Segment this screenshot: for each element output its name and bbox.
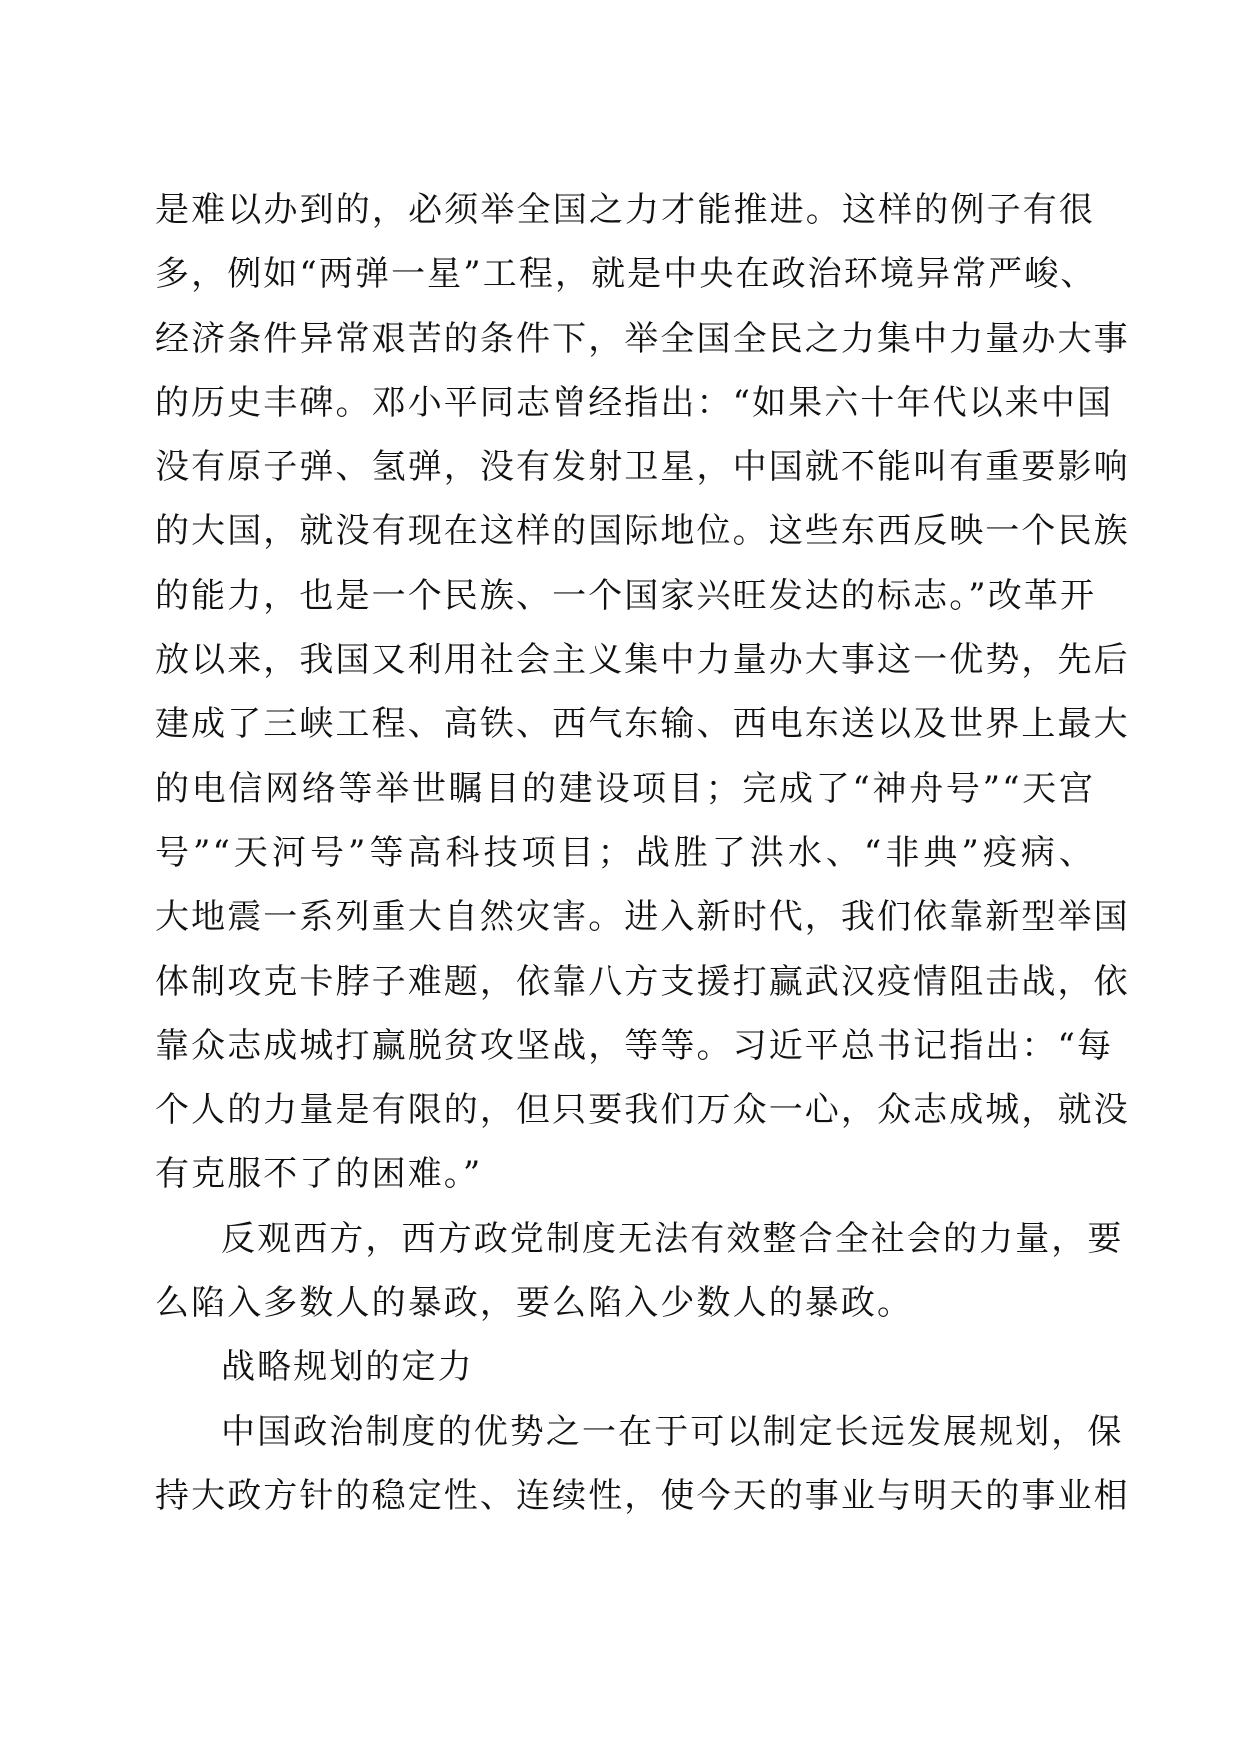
text-line: 建成了三峡工程、高铁、西气东输、西电东送以及世界上最大 <box>155 704 1130 745</box>
text-line: 的电信网络等举世瞩目的建设项目；完成了“神舟号”“天宫 <box>155 768 1095 809</box>
text-line: 么陷入多数人的暴政，要么陷入少数人的暴政。 <box>155 1283 914 1324</box>
text-line: 反观西方，西方政党制度无法有效整合全社会的力量，要 <box>221 1218 1124 1259</box>
text-line: 的历史丰碑。邓小平同志曾经指出：“如果六十年代以来中国 <box>155 382 1114 423</box>
text-line: 经济条件异常艰苦的条件下，举全国全民之力集中力量办大事 <box>155 318 1130 359</box>
text-line: 个人的力量是有限的，但只要我们万众一心，众志成城，就没 <box>155 1090 1130 1131</box>
text-line: 号”“天河号”等高科技项目；战胜了洪水、“非典”疫病、 <box>155 832 1095 873</box>
text-line: 是难以办到的，必须举全国之力才能推进。这样的例子有很 <box>155 190 1095 230</box>
text-line: 战略规划的定力 <box>221 1347 474 1388</box>
text-line: 持大政方针的稳定性、连续性，使今天的事业与明天的事业相 <box>155 1475 1130 1516</box>
text-line: 中国政治制度的优势之一在于可以制定长远发展规划，保 <box>221 1411 1124 1452</box>
text-line: 多，例如“两弹一星”工程，就是中央在政治环境异常严峻、 <box>155 254 1097 295</box>
body-text <box>155 178 1130 1528</box>
text-line: 体制攻克卡脖子难题，依靠八方支援打赢武汉疫情阻击战，依 <box>155 961 1130 1002</box>
text-line: 没有原子弹、氢弹，没有发射卫星，中国就不能叫有重要影响 <box>155 447 1130 488</box>
text-line: 的大国，就没有现在这样的国际地位。这些东西反映一个民族 <box>155 511 1130 552</box>
text-line: 大地震一系列重大自然灾害。进入新时代，我们依靠新型举国 <box>155 897 1130 938</box>
text-line: 靠众志成城打赢脱贫攻坚战，等等。习近平总书记指出：“每 <box>155 1025 1114 1066</box>
text-line: 放以来，我国又利用社会主义集中力量办大事这一优势，先后 <box>155 640 1130 681</box>
text-line: 的能力，也是一个民族、一个国家兴旺发达的标志。”改革开 <box>155 575 1097 616</box>
text-line: 有克服不了的困难。” <box>155 1154 483 1195</box>
